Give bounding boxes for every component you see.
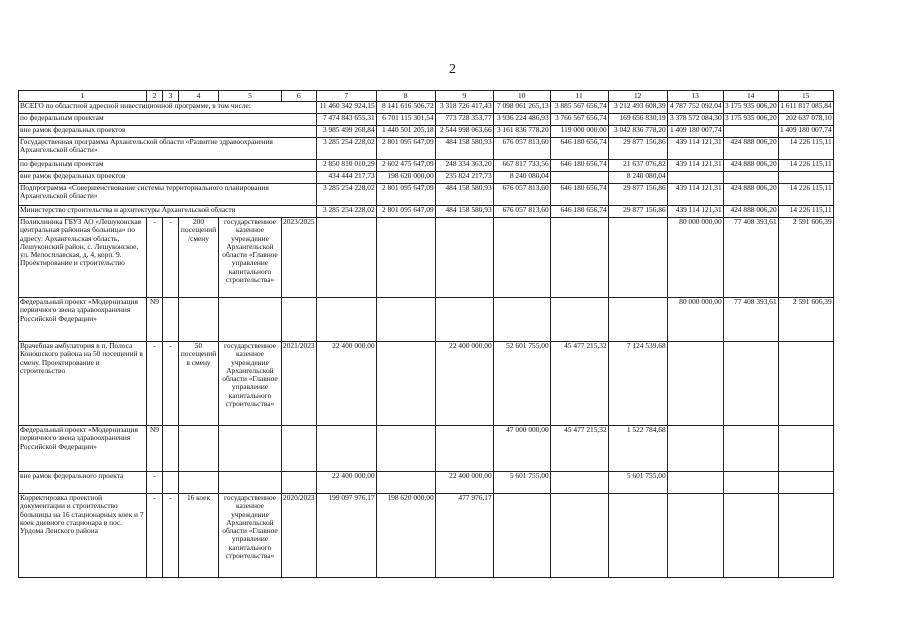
- object-row: [19, 426, 834, 472]
- summary-value-col-8: 2 801 095 647,09: [376, 206, 435, 218]
- summary-value-col-14: [723, 172, 778, 184]
- object-customer: государственное казенное учреждение Архангельской области «Главное управление капитального строительства»: [219, 218, 282, 298]
- summary-value-col-15: 1 409 180 007,74: [778, 126, 833, 138]
- summary-value-col-13: 1 409 180 007,74: [667, 126, 723, 138]
- summary-row: [19, 160, 834, 172]
- object-col-3: [163, 298, 179, 342]
- summary-row: [19, 138, 834, 160]
- object-name: Врачебная амбулатория в п. Полоса Коношского района на 50 посещений в смену. Проектирование и строительство: [19, 342, 147, 426]
- object-name: Федеральный проект «Модернизация первичного звена здравоохранения Российской Федерации»: [19, 426, 147, 472]
- summary-value-col-9: 3 318 726 417,43: [435, 102, 493, 114]
- summary-value-col-13: 439 114 121,31: [667, 160, 723, 172]
- object-name: Корректировка проектной документации и строительство больницы на 16 стационарных коек и 7 коек дневного стационара в пос. Урдома Ленского района: [19, 494, 147, 578]
- summary-value-col-7: 3 985 499 268,84: [316, 126, 376, 138]
- summary-value-col-13: 4 787 752 092,04: [667, 102, 723, 114]
- object-value-col-12: [608, 494, 667, 578]
- object-col-3: -: [163, 342, 179, 426]
- object-row: [19, 494, 834, 578]
- summary-value-col-11: [550, 172, 608, 184]
- object-value-col-15: [778, 342, 833, 426]
- summary-value-col-7: 3 285 254 228,02: [316, 206, 376, 218]
- summary-row-label: по федеральным проектам: [19, 160, 317, 172]
- summary-row-label: Министерство строительства и архитектуры Архангельской области: [19, 206, 317, 218]
- summary-value-col-14: 3 175 935 006,20: [723, 114, 778, 126]
- summary-value-col-11: 3 766 567 656,74: [550, 114, 608, 126]
- object-value-col-8: [376, 298, 435, 342]
- object-value-col-10: [493, 218, 550, 298]
- object-capacity: [179, 472, 219, 494]
- object-value-col-12: 7 124 539,68: [608, 342, 667, 426]
- summary-value-col-11: 646 180 656,74: [550, 206, 608, 218]
- summary-value-col-12: 29 877 156,86: [608, 184, 667, 206]
- object-period: [282, 426, 317, 472]
- summary-value-col-12: 3 042 836 778,20: [608, 126, 667, 138]
- summary-value-col-12: 29 877 156,86: [608, 138, 667, 160]
- col-header-11: 11: [550, 91, 608, 102]
- summary-value-col-11: 646 180 656,74: [550, 160, 608, 172]
- summary-value-col-7: 3 285 254 228,02: [316, 138, 376, 160]
- object-period: [282, 472, 317, 494]
- object-value-col-12: [608, 218, 667, 298]
- object-value-col-9: [435, 426, 493, 472]
- summary-row-label: вне рамок федеральных проектов: [19, 172, 317, 184]
- summary-value-col-12: 169 656 830,19: [608, 114, 667, 126]
- summary-value-col-8: 2 801 095 647,09: [376, 184, 435, 206]
- object-col-2: -: [147, 494, 163, 578]
- summary-value-col-14: [723, 126, 778, 138]
- object-row: [19, 298, 834, 342]
- object-col-3: -: [163, 494, 179, 578]
- summary-row: [19, 172, 834, 184]
- object-capacity: [179, 298, 219, 342]
- object-capacity: 50 посещений в смену: [179, 342, 219, 426]
- object-value-col-13: [667, 426, 723, 472]
- summary-value-col-10: 3 936 224 486,93: [493, 114, 550, 126]
- object-value-col-10: [493, 494, 550, 578]
- object-col-2: N9: [147, 426, 163, 472]
- col-header-3: 3: [163, 91, 179, 102]
- object-value-col-14: 77 408 393,61: [723, 218, 778, 298]
- object-period: 2021/2023: [282, 342, 317, 426]
- object-row: [19, 342, 834, 426]
- object-customer: государственное казенное учреждение Архангельской области «Главное управление капитального строительства»: [219, 494, 282, 578]
- summary-value-col-10: 676 057 813,60: [493, 138, 550, 160]
- summary-row: [19, 126, 834, 138]
- summary-row: [19, 114, 834, 126]
- object-value-col-14: [723, 494, 778, 578]
- summary-value-col-8: 2 602 475 647,09: [376, 160, 435, 172]
- object-value-col-7: [316, 298, 376, 342]
- object-value-col-14: 77 408 393,61: [723, 298, 778, 342]
- summary-value-col-14: 424 888 006,20: [723, 184, 778, 206]
- summary-row: [19, 184, 834, 206]
- object-value-col-12: [608, 298, 667, 342]
- summary-row: [19, 102, 834, 114]
- summary-value-col-12: 3 212 493 608,39: [608, 102, 667, 114]
- object-value-col-11: [550, 494, 608, 578]
- summary-value-col-7: 2 850 810 010,29: [316, 160, 376, 172]
- summary-value-col-14: 424 888 006,20: [723, 160, 778, 172]
- summary-value-col-8: 2 801 095 647,09: [376, 138, 435, 160]
- object-value-col-13: 80 000 000,00: [667, 218, 723, 298]
- col-header-6: 6: [282, 91, 317, 102]
- object-row: [19, 472, 834, 494]
- summary-value-col-14: 424 888 006,20: [723, 138, 778, 160]
- summary-value-col-11: 119 000 000,00: [550, 126, 608, 138]
- summary-value-col-15: 14 226 115,11: [778, 206, 833, 218]
- summary-value-col-8: 6 701 115 301,54: [376, 114, 435, 126]
- summary-value-col-11: 646 180 656,74: [550, 138, 608, 160]
- object-name: вне рамок федерального проекта: [19, 472, 147, 494]
- summary-row-label: Подпрограмма «Совершенствование системы территориального планирования Архангельской области»: [19, 184, 317, 206]
- summary-value-col-9: 2 544 998 063,66: [435, 126, 493, 138]
- object-value-col-15: 2 591 606,39: [778, 218, 833, 298]
- col-header-5: 5: [219, 91, 282, 102]
- summary-value-col-9: 484 158 580,93: [435, 206, 493, 218]
- summary-value-col-14: 3 175 935 006,20: [723, 102, 778, 114]
- summary-value-col-11: 646 180 656,74: [550, 184, 608, 206]
- summary-value-col-12: 8 240 080,04: [608, 172, 667, 184]
- column-number-row: [19, 91, 834, 102]
- col-header-4: 4: [179, 91, 219, 102]
- col-header-1: 1: [19, 91, 147, 102]
- object-value-col-10: 5 601 755,00: [493, 472, 550, 494]
- summary-value-col-9: 484 158 580,93: [435, 138, 493, 160]
- object-value-col-8: [376, 472, 435, 494]
- object-value-col-8: [376, 426, 435, 472]
- object-value-col-7: 22 400 000,00: [316, 342, 376, 426]
- object-value-col-7: [316, 218, 376, 298]
- object-value-col-13: [667, 342, 723, 426]
- summary-value-col-13: 439 114 121,31: [667, 138, 723, 160]
- object-value-col-8: 198 620 000,00: [376, 494, 435, 578]
- object-value-col-9: 22 400 000,00: [435, 472, 493, 494]
- summary-row-label: ВСЕГО по областной адресной инвестиционной программе, в том числе:: [19, 102, 317, 114]
- summary-value-col-15: 14 226 115,11: [778, 138, 833, 160]
- object-value-col-10: [493, 298, 550, 342]
- object-col-2: -: [147, 342, 163, 426]
- page-number: 2: [449, 62, 456, 77]
- object-col-3: [163, 426, 179, 472]
- summary-value-col-13: [667, 172, 723, 184]
- summary-value-col-8: 1 440 501 205,18: [376, 126, 435, 138]
- col-header-12: 12: [608, 91, 667, 102]
- object-value-col-7: [316, 426, 376, 472]
- object-value-col-8: [376, 342, 435, 426]
- object-value-col-11: [550, 298, 608, 342]
- object-value-col-11: [550, 218, 608, 298]
- object-value-col-11: [550, 472, 608, 494]
- summary-value-col-15: 14 226 115,11: [778, 184, 833, 206]
- object-value-col-15: [778, 494, 833, 578]
- summary-value-col-13: 439 114 121,31: [667, 206, 723, 218]
- object-period: [282, 298, 317, 342]
- object-value-col-13: [667, 494, 723, 578]
- object-col-2: N9: [147, 298, 163, 342]
- object-value-col-12: 5 601 755,00: [608, 472, 667, 494]
- summary-value-col-7: 7 474 843 655,31: [316, 114, 376, 126]
- object-value-col-9: [435, 218, 493, 298]
- object-value-col-15: 2 591 606,39: [778, 298, 833, 342]
- object-customer: государственное казенное учреждение Архангельской области «Главное управление капитального строительства»: [219, 342, 282, 426]
- object-period: 2020/2023: [282, 494, 317, 578]
- object-value-col-7: 199 097 976,17: [316, 494, 376, 578]
- object-value-col-14: [723, 472, 778, 494]
- object-value-col-13: 80 000 000,00: [667, 298, 723, 342]
- summary-value-col-10: 676 057 813,60: [493, 184, 550, 206]
- object-col-3: [163, 472, 179, 494]
- col-header-7: 7: [316, 91, 376, 102]
- object-customer: [219, 426, 282, 472]
- summary-value-col-9: 235 824 217,73: [435, 172, 493, 184]
- summary-value-col-10: 667 817 733,56: [493, 160, 550, 172]
- object-value-col-7: 22 400 000,00: [316, 472, 376, 494]
- summary-value-col-12: 29 877 156,86: [608, 206, 667, 218]
- object-capacity: 16 коек: [179, 494, 219, 578]
- object-value-col-11: 45 477 215,32: [550, 342, 608, 426]
- object-value-col-14: [723, 426, 778, 472]
- summary-value-col-7: 11 460 342 924,15: [316, 102, 376, 114]
- col-header-2: 2: [147, 91, 163, 102]
- summary-value-col-14: 424 888 006,20: [723, 206, 778, 218]
- object-value-col-9: [435, 298, 493, 342]
- summary-row-label: вне рамок федеральных проектов: [19, 126, 317, 138]
- summary-value-col-10: 3 161 836 778,20: [493, 126, 550, 138]
- object-value-col-9: 477 976,17: [435, 494, 493, 578]
- summary-row: [19, 206, 834, 218]
- object-col-2: -: [147, 472, 163, 494]
- summary-value-col-15: [778, 172, 833, 184]
- col-header-9: 9: [435, 91, 493, 102]
- object-col-2: -: [147, 218, 163, 298]
- object-value-col-15: [778, 426, 833, 472]
- summary-value-col-7: 434 444 217,73: [316, 172, 376, 184]
- object-value-col-9: 22 400 000,00: [435, 342, 493, 426]
- object-customer: [219, 298, 282, 342]
- summary-value-col-10: 676 057 813,60: [493, 206, 550, 218]
- object-col-3: -: [163, 218, 179, 298]
- object-value-col-15: [778, 472, 833, 494]
- summary-value-col-9: 248 334 363,20: [435, 160, 493, 172]
- investment-program-table: [18, 90, 834, 578]
- summary-value-col-9: 773 728 353,77: [435, 114, 493, 126]
- object-value-col-14: [723, 342, 778, 426]
- summary-value-col-7: 3 285 254 228,02: [316, 184, 376, 206]
- object-value-col-10: 47 000 000,00: [493, 426, 550, 472]
- object-value-col-13: [667, 472, 723, 494]
- object-value-col-8: [376, 218, 435, 298]
- summary-value-col-10: 8 240 080,04: [493, 172, 550, 184]
- object-name: Поликлиника ГБУЗ АО «Лешуконская центральная районная больница» по адресу: Архангельская область, Лешуконский район, с. Лешуконское, ул. Мелосплавская, д. 4, корп. 9. Проектирование и строительство: [19, 218, 147, 298]
- col-header-15: 15: [778, 91, 833, 102]
- object-row: [19, 218, 834, 298]
- object-value-col-11: 45 477 215,32: [550, 426, 608, 472]
- object-capacity: [179, 426, 219, 472]
- summary-value-col-13: 3 378 572 084,30: [667, 114, 723, 126]
- summary-row-label: Государственная программа Архангельской области «Развитие здравоохранения Архангельской области»: [19, 138, 317, 160]
- object-customer: [219, 472, 282, 494]
- summary-row-label: по федеральным проектам: [19, 114, 317, 126]
- object-value-col-12: 1 522 784,68: [608, 426, 667, 472]
- object-period: 2023/2025: [282, 218, 317, 298]
- object-capacity: 200 посещений /смену: [179, 218, 219, 298]
- object-value-col-10: 52 601 755,00: [493, 342, 550, 426]
- summary-value-col-15: 202 637 078,10: [778, 114, 833, 126]
- summary-value-col-15: 1 611 817 085,84: [778, 102, 833, 114]
- summary-value-col-8: 198 620 000,00: [376, 172, 435, 184]
- summary-value-col-11: 3 885 567 656,74: [550, 102, 608, 114]
- summary-value-col-10: 7 098 061 265,13: [493, 102, 550, 114]
- col-header-10: 10: [493, 91, 550, 102]
- summary-value-col-8: 8 141 616 506,72: [376, 102, 435, 114]
- summary-value-col-9: 484 158 580,93: [435, 184, 493, 206]
- summary-value-col-15: 14 226 115,11: [778, 160, 833, 172]
- col-header-14: 14: [723, 91, 778, 102]
- object-name: Федеральный проект «Модернизация первичного звена здравоохранения Российской Федерации»: [19, 298, 147, 342]
- col-header-8: 8: [376, 91, 435, 102]
- col-header-13: 13: [667, 91, 723, 102]
- summary-value-col-13: 439 114 121,31: [667, 184, 723, 206]
- summary-value-col-12: 21 637 076,82: [608, 160, 667, 172]
